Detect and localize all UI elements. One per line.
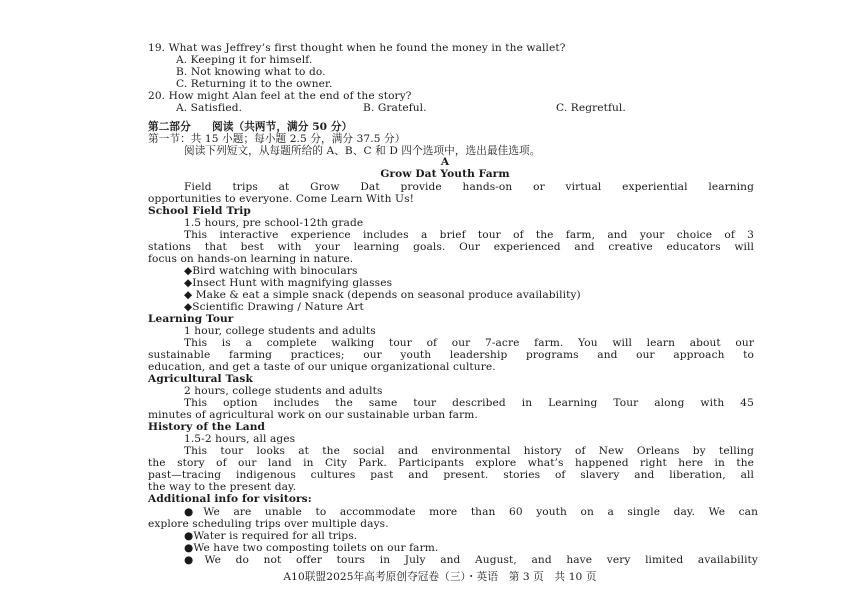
passage-letter: A [440, 156, 450, 168]
additional-item-capacity-cont: explore scheduling trips over multiple days. [148, 518, 389, 530]
school-field-trip-meta: 1.5 hours, pre school-12th grade [184, 217, 364, 229]
additional-info-heading: Additional info for visitors: [148, 493, 312, 505]
question-20-stem: 20. How might Alan feel at the end of the story? [148, 90, 412, 102]
additional-item-water: ●Water is required for all trips. [184, 530, 358, 542]
question-20-option-a: A. Satisfied. [176, 102, 243, 114]
history-heading: History of the Land [148, 421, 266, 433]
section-instruction: 阅读下列短文，从每题所给的 A、B、C 和 D 四个选项中，选出最佳选项。 [184, 145, 541, 157]
question-19-option-c: C. Returning it to the owner. [176, 78, 333, 90]
history-body-line-3: past—tracing indigenous cultures past and present. stories of slavery and liberation, all [148, 469, 754, 481]
learning-tour-meta: 1 hour, college students and adults [184, 325, 376, 337]
learning-tour-body-line-2: sustainable farming practices; our youth leadership programs and our approach to [148, 349, 754, 361]
question-20-option-b: B. Grateful. [363, 102, 427, 114]
history-body-line-4: the way to the present day. [148, 481, 297, 493]
learning-tour-heading: Learning Tour [148, 313, 234, 325]
history-meta: 1.5-2 hours, all ages [184, 433, 296, 445]
school-field-trip-body-line-1: This interactive experience includes a brief tour of the farm, and your choice of 3 [184, 229, 754, 241]
passage-title: Grow Dat Youth Farm [380, 168, 510, 180]
section-part-heading: 第二部分 阅读（共两节，满分 50 分） [148, 121, 353, 133]
station-item-drawing: ◆Scientific Drawing / Nature Art [184, 301, 364, 313]
station-item-snack: ◆ Make & eat a simple snack (depends on seasonal produce availability) [184, 289, 581, 301]
question-19-option-a: A. Keeping it for himself. [176, 54, 313, 66]
agricultural-task-body-line-2: minutes of agricultural work on our sustainable urban farm. [148, 409, 478, 421]
additional-item-toilets: ●We have two composting toilets on our farm. [184, 542, 439, 554]
school-field-trip-body-line-2: stations that best with your learning goals. Our experienced and creative educators will [148, 241, 754, 253]
learning-tour-body-line-3: education, and get a taste of our unique organizational culture. [148, 361, 496, 373]
intro-line-2: opportunities to everyone. Come Learn With Us! [148, 193, 414, 205]
additional-item-tours: ●We do not offer tours in July and August, and have very limited availability [184, 554, 758, 566]
question-20-option-c: C. Regretful. [556, 102, 626, 114]
section-subsection-heading: 第一节：共 15 小题；每小题 2.5 分，满分 37.5 分） [148, 133, 406, 145]
history-body-line-2: the story of our land in City Park. Participants explore what’s happened right here in the [148, 457, 754, 469]
school-field-trip-body-line-3: focus on hands-on learning in nature. [148, 253, 354, 265]
agricultural-task-heading: Agricultural Task [148, 373, 253, 385]
agricultural-task-meta: 2 hours, college students and adults [184, 385, 383, 397]
intro-line-1: Field trips at Grow Dat provide hands-on or virtual experiential learning [184, 181, 754, 193]
history-body-line-1: This tour looks at the social and environmental history of New Orleans by telling [184, 445, 754, 457]
additional-item-capacity: ●We are unable to accommodate more than 60 youth on a single day. We can [184, 506, 758, 518]
question-19-stem: 19. What was Jeffrey’s first thought when he found the money in the wallet? [148, 42, 566, 54]
school-field-trip-heading: School Field Trip [148, 205, 251, 217]
question-19-option-b: B. Not knowing what to do. [176, 66, 326, 78]
page-footer: A10联盟2025年高考原创夺冠卷（三）・英语 第 3 页 共 10 页 [283, 571, 597, 583]
station-item-insect-hunt: ◆Insect Hunt with magnifying glasses [184, 277, 393, 289]
agricultural-task-body-line-1: This option includes the same tour described in Learning Tour along with 45 [184, 397, 754, 409]
learning-tour-body-line-1: This is a complete walking tour of our 7-acre farm. You will learn about our [184, 337, 754, 349]
station-item-bird-watching: ◆Bird watching with binoculars [184, 265, 358, 277]
